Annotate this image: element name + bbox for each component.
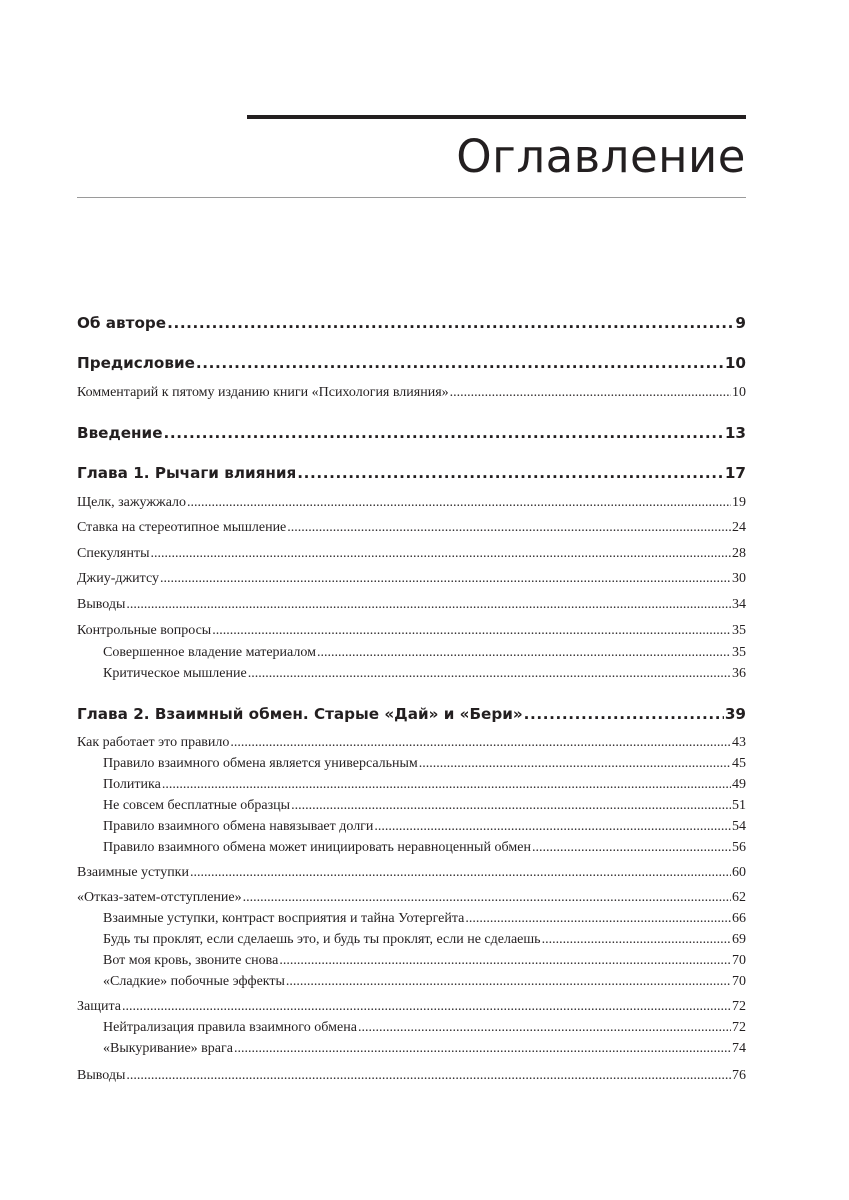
toc-entry-page: 69 — [732, 932, 746, 947]
toc-entry-page: 54 — [732, 819, 746, 834]
toc-entry[interactable] — [103, 754, 746, 774]
toc-entry[interactable] — [77, 595, 746, 615]
toc-entry-page: 49 — [732, 777, 746, 792]
toc-entry-title: Джиу-джитсу — [77, 571, 159, 586]
toc-entry-title: Правило взаимного обмена может инициировать неравноценный обмен — [103, 840, 531, 855]
toc-entry[interactable] — [103, 775, 746, 795]
toc-entry-title: Выводы — [77, 1068, 126, 1083]
toc-leader-dots — [164, 422, 724, 444]
toc-entry-title: Вот моя кровь, звоните снова — [103, 953, 279, 968]
toc-leader-dots — [196, 352, 724, 374]
toc-entry[interactable] — [103, 817, 746, 837]
toc-entry[interactable] — [77, 544, 746, 564]
toc-entry-title: Взаимные уступки, контраст восприятия и тайна Уотергейта — [103, 911, 465, 926]
toc-entry[interactable] — [77, 863, 746, 883]
toc-entry[interactable] — [77, 383, 746, 403]
toc-entry-page: 56 — [732, 840, 746, 855]
toc-entry-page: 9 — [735, 314, 746, 332]
toc-leader-dots — [286, 972, 731, 992]
toc-entry[interactable] — [103, 972, 746, 992]
toc-entry-page: 76 — [732, 1068, 746, 1083]
toc-entry-title: Политика — [103, 777, 161, 792]
toc-entry-page: 28 — [732, 546, 746, 561]
toc-entry-title: Нейтрализация правила взаимного обмена — [103, 1020, 357, 1035]
toc-entry-page: 10 — [724, 354, 746, 372]
toc-entry-title: Защита — [77, 999, 122, 1014]
toc-entry-page: 36 — [732, 666, 746, 681]
toc-entry-title: Взаимные уступки — [77, 865, 189, 880]
toc-entry-page: 60 — [732, 865, 746, 880]
toc-entry[interactable] — [77, 569, 746, 589]
toc-leader-dots — [187, 493, 731, 513]
toc-leader-dots — [150, 544, 731, 564]
toc-entry[interactable] — [103, 1039, 746, 1059]
toc-leader-dots — [287, 518, 731, 538]
toc-entry[interactable] — [77, 352, 746, 374]
toc-entry[interactable] — [77, 1066, 746, 1086]
toc-entry[interactable] — [103, 951, 746, 971]
toc-entry-title: Правило взаимного обмена навязывает долги — [103, 819, 374, 834]
toc-entry[interactable] — [103, 930, 746, 950]
toc-leader-dots — [542, 930, 731, 950]
toc-entry-page: 19 — [732, 495, 746, 510]
toc-leader-dots — [167, 312, 734, 334]
toc-leader-dots — [243, 888, 731, 908]
toc-entry-title: Контрольные вопросы — [77, 623, 212, 638]
toc-entry-page: 24 — [732, 520, 746, 535]
toc-entry-page: 72 — [732, 1020, 746, 1035]
toc-leader-dots — [291, 796, 731, 816]
toc-entry-title: Спекулянты — [77, 546, 150, 561]
toc-entry[interactable] — [103, 909, 746, 929]
toc-entry[interactable] — [103, 664, 746, 684]
toc-leader-dots — [230, 733, 731, 753]
toc-entry-title: Глава 1. Рычаги влияния — [77, 464, 297, 482]
toc-entry-title: Ставка на стереотипное мышление — [77, 520, 287, 535]
toc-entry-page: 13 — [724, 424, 746, 442]
toc-entry-page: 70 — [732, 974, 746, 989]
toc-entry[interactable] — [77, 312, 746, 334]
toc-entry-page: 39 — [724, 705, 746, 723]
toc-entry-title: Критическое мышление — [103, 666, 247, 681]
toc-entry-page: 10 — [732, 385, 746, 400]
toc-entry-title: Введение — [77, 424, 163, 442]
toc-entry[interactable] — [77, 888, 746, 908]
toc-entry[interactable] — [77, 518, 746, 538]
toc-leader-dots — [419, 754, 731, 774]
toc-entry-title: «Выкуривание» врага — [103, 1041, 233, 1056]
toc-entry-page: 17 — [724, 464, 746, 482]
toc-leader-dots — [532, 838, 731, 858]
toc-entry-title: Об авторе — [77, 314, 167, 332]
toc-leader-dots — [190, 863, 731, 883]
toc-entry-title: Не совсем бесплатные образцы — [103, 798, 291, 813]
toc-entry-page: 72 — [732, 999, 746, 1014]
toc-entry-title: Как работает это правило — [77, 735, 230, 750]
toc-entry-title: Правило взаимного обмена является универсальным — [103, 756, 418, 771]
toc-entry-title: Выводы — [77, 597, 126, 612]
toc-entry-page: 45 — [732, 756, 746, 771]
toc-entry-title: «Сладкие» побочные эффекты — [103, 974, 285, 989]
toc-entry[interactable] — [103, 796, 746, 816]
toc-leader-dots — [122, 997, 731, 1017]
toc-entry-title: Предисловие — [77, 354, 195, 372]
toc-entry-page: 74 — [732, 1041, 746, 1056]
toc-leader-dots — [279, 951, 731, 971]
toc-entry-page: 35 — [732, 645, 746, 660]
toc-entry[interactable] — [77, 493, 746, 513]
toc-entry-page: 70 — [732, 953, 746, 968]
toc-entry[interactable] — [77, 997, 746, 1017]
toc-entry-page: 35 — [732, 623, 746, 638]
toc-entry[interactable] — [103, 838, 746, 858]
toc-entry-title: Глава 2. Взаимный обмен. Старые «Дай» и «Бери» — [77, 705, 523, 723]
toc-entry[interactable] — [77, 462, 746, 484]
toc-entry-page: 62 — [732, 890, 746, 905]
table-of-contents — [77, 0, 746, 1200]
toc-entry-title: Комментарий к пятому изданию книги «Психология влияния» — [77, 385, 449, 400]
page-title: Оглавление — [456, 130, 746, 183]
toc-entry[interactable] — [77, 733, 746, 753]
toc-entry-title: Щелк, зажужжало — [77, 495, 187, 510]
toc-entry-page: 66 — [732, 911, 746, 926]
toc-leader-dots — [162, 775, 731, 795]
toc-entry-page: 34 — [732, 597, 746, 612]
toc-entry[interactable] — [77, 422, 746, 444]
toc-leader-dots — [465, 909, 731, 929]
toc-leader-dots — [248, 664, 731, 684]
toc-leader-dots — [212, 621, 731, 641]
toc-entry-title: Совершенное владение материалом — [103, 645, 316, 660]
toc-leader-dots — [297, 462, 724, 484]
toc-leader-dots — [126, 1066, 731, 1086]
toc-entry-page: 43 — [732, 735, 746, 750]
toc-entry[interactable] — [77, 621, 746, 641]
toc-entry[interactable] — [103, 643, 746, 663]
toc-leader-dots — [450, 383, 731, 403]
toc-leader-dots — [358, 1018, 731, 1038]
toc-entry-title: «Отказ-затем-отступление» — [77, 890, 242, 905]
toc-leader-dots — [524, 703, 724, 725]
toc-leader-dots — [234, 1039, 731, 1059]
toc-entry[interactable] — [77, 703, 746, 725]
toc-leader-dots — [317, 643, 731, 663]
toc-leader-dots — [374, 817, 731, 837]
toc-leader-dots — [126, 595, 731, 615]
toc-entry[interactable] — [103, 1018, 746, 1038]
toc-entry-page: 51 — [732, 798, 746, 813]
toc-entry-page: 30 — [732, 571, 746, 586]
toc-leader-dots — [160, 569, 731, 589]
toc-entry-title: Будь ты проклят, если сделаешь это, и будь ты проклят, если не сделаешь — [103, 932, 541, 947]
